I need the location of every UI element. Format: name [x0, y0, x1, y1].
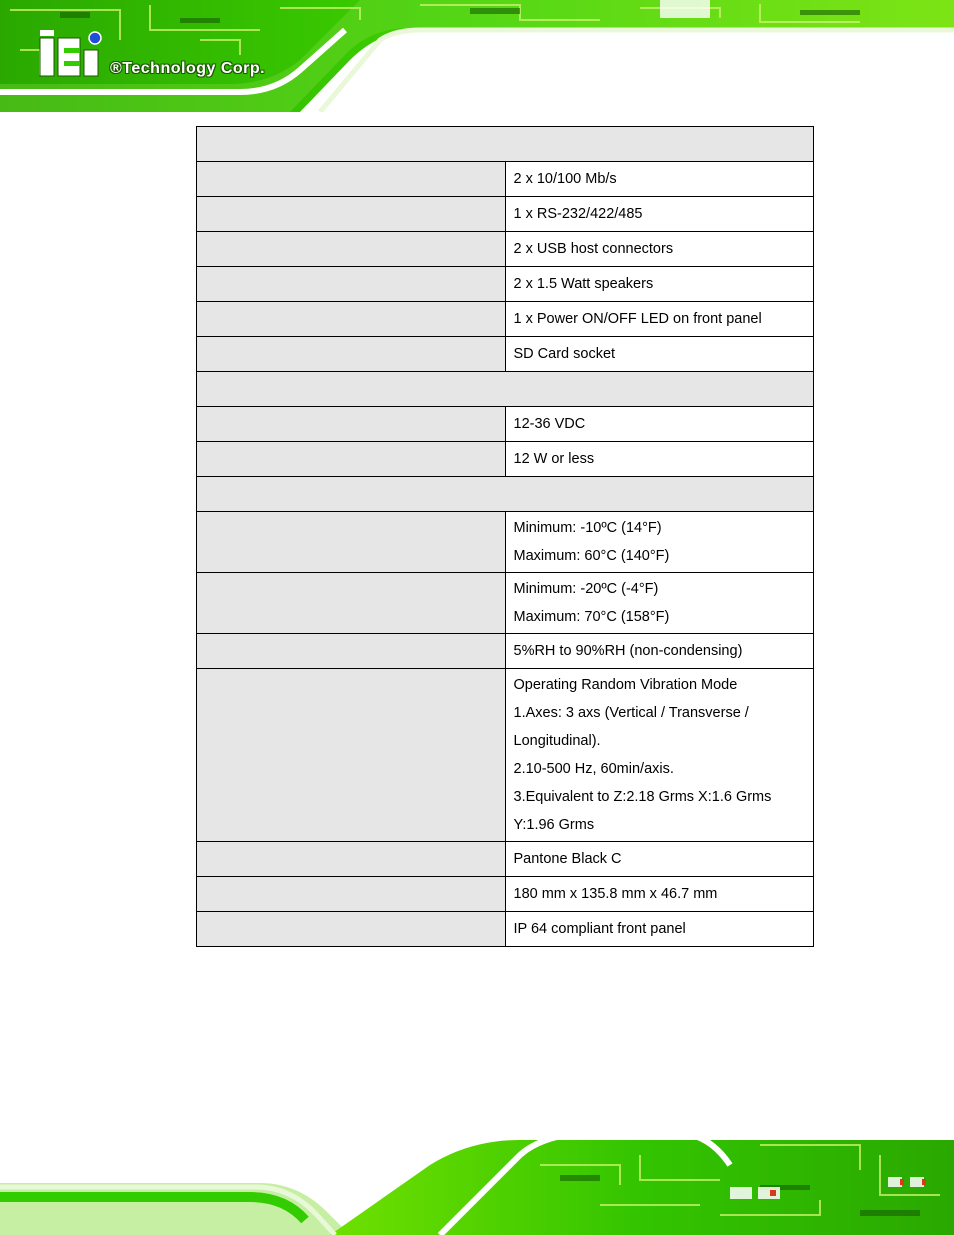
header-banner [0, 0, 954, 112]
table-row [197, 162, 814, 197]
spec-label-cell [197, 267, 506, 302]
table-row [197, 232, 814, 267]
table-section-row [197, 372, 814, 407]
spec-value-line: Operating Random Vibration Mode [513, 677, 738, 693]
spec-value-line: IP 64 compliant front panel [513, 921, 686, 937]
spec-value-cell [505, 877, 814, 912]
spec-label-cell [197, 634, 506, 669]
spec-value-cell [505, 512, 814, 573]
table-row [197, 197, 814, 232]
spec-label-cell [197, 162, 506, 197]
spec-label-cell [197, 197, 506, 232]
spec-value-line: Maximum: 70°C (158°F) [513, 609, 670, 625]
footer-banner [0, 1125, 954, 1235]
spec-value-cell [505, 573, 814, 634]
spec-label-cell [197, 842, 506, 877]
spec-value-cell [505, 912, 814, 947]
table-row [197, 634, 814, 669]
table-row [197, 407, 814, 442]
spec-value-line: 12 W or less [513, 451, 595, 467]
spec-label-cell [197, 232, 506, 267]
spec-value-line: 2 x 10/100 Mb/s [513, 171, 617, 187]
spec-label-cell [197, 912, 506, 947]
spec-value-cell [505, 267, 814, 302]
spec-value-line: 5%RH to 90%RH (non-condensing) [513, 643, 743, 659]
spec-value-line: Minimum: -10ºC (14°F) [513, 520, 662, 536]
table-row [197, 442, 814, 477]
section-header-cell [197, 127, 814, 162]
spec-value-cell [505, 162, 814, 197]
company-name: ®Technology Corp. [110, 60, 266, 77]
table-row [197, 512, 814, 573]
table-section-row [197, 127, 814, 162]
spec-value-line: 2 x USB host connectors [513, 241, 674, 257]
spec-label-cell [197, 337, 506, 372]
spec-value-line: Maximum: 60°C (140°F) [513, 548, 670, 564]
spec-value-line: Minimum: -20ºC (-4°F) [513, 581, 659, 597]
spec-label-cell [197, 407, 506, 442]
table-section-row [197, 477, 814, 512]
spec-value-cell [505, 669, 814, 842]
spec-value-cell [505, 634, 814, 669]
spec-value-line: 1 x RS-232/422/485 [513, 206, 643, 222]
spec-value-line: 180 mm x 135.8 mm x 46.7 mm [513, 886, 718, 902]
specifications-table [196, 126, 814, 947]
spec-value-line: 12-36 VDC [513, 416, 586, 432]
spec-value-line: Pantone Black C [513, 851, 622, 867]
spec-value-cell [505, 197, 814, 232]
spec-value-line: 2.10-500 Hz, 60min/axis. [513, 761, 674, 777]
spec-value-line: 1 x Power ON/OFF LED on front panel [513, 311, 762, 327]
table-row [197, 842, 814, 877]
spec-label-cell [197, 877, 506, 912]
table-row [197, 302, 814, 337]
table-row [197, 877, 814, 912]
spec-value-line: 1.Axes: 3 axs (Vertical / Transverse / Longitudinal). [513, 705, 749, 749]
spec-value-cell [505, 302, 814, 337]
spec-value-cell [505, 407, 814, 442]
table-row [197, 669, 814, 842]
table-row [197, 267, 814, 302]
table-row [197, 573, 814, 634]
spec-label-cell [197, 442, 506, 477]
section-header-cell [197, 372, 814, 407]
spec-value-line: 3.Equivalent to Z:2.18 Grms X:1.6 Grms Y:1.96 Grms [513, 789, 772, 833]
circuit-board-footer-graphic [0, 1125, 954, 1235]
spec-value-cell [505, 842, 814, 877]
spec-label-cell [197, 512, 506, 573]
table-row [197, 912, 814, 947]
spec-label-cell [197, 573, 506, 634]
table-row [197, 337, 814, 372]
section-header-cell [197, 477, 814, 512]
spec-value-cell [505, 442, 814, 477]
spec-value-line: SD Card socket [513, 346, 616, 362]
circuit-board-header-graphic [0, 0, 954, 112]
spec-value-cell [505, 337, 814, 372]
spec-value-line: 2 x 1.5 Watt speakers [513, 276, 654, 292]
spec-label-cell [197, 302, 506, 337]
spec-value-cell [505, 232, 814, 267]
spec-label-cell [197, 669, 506, 842]
